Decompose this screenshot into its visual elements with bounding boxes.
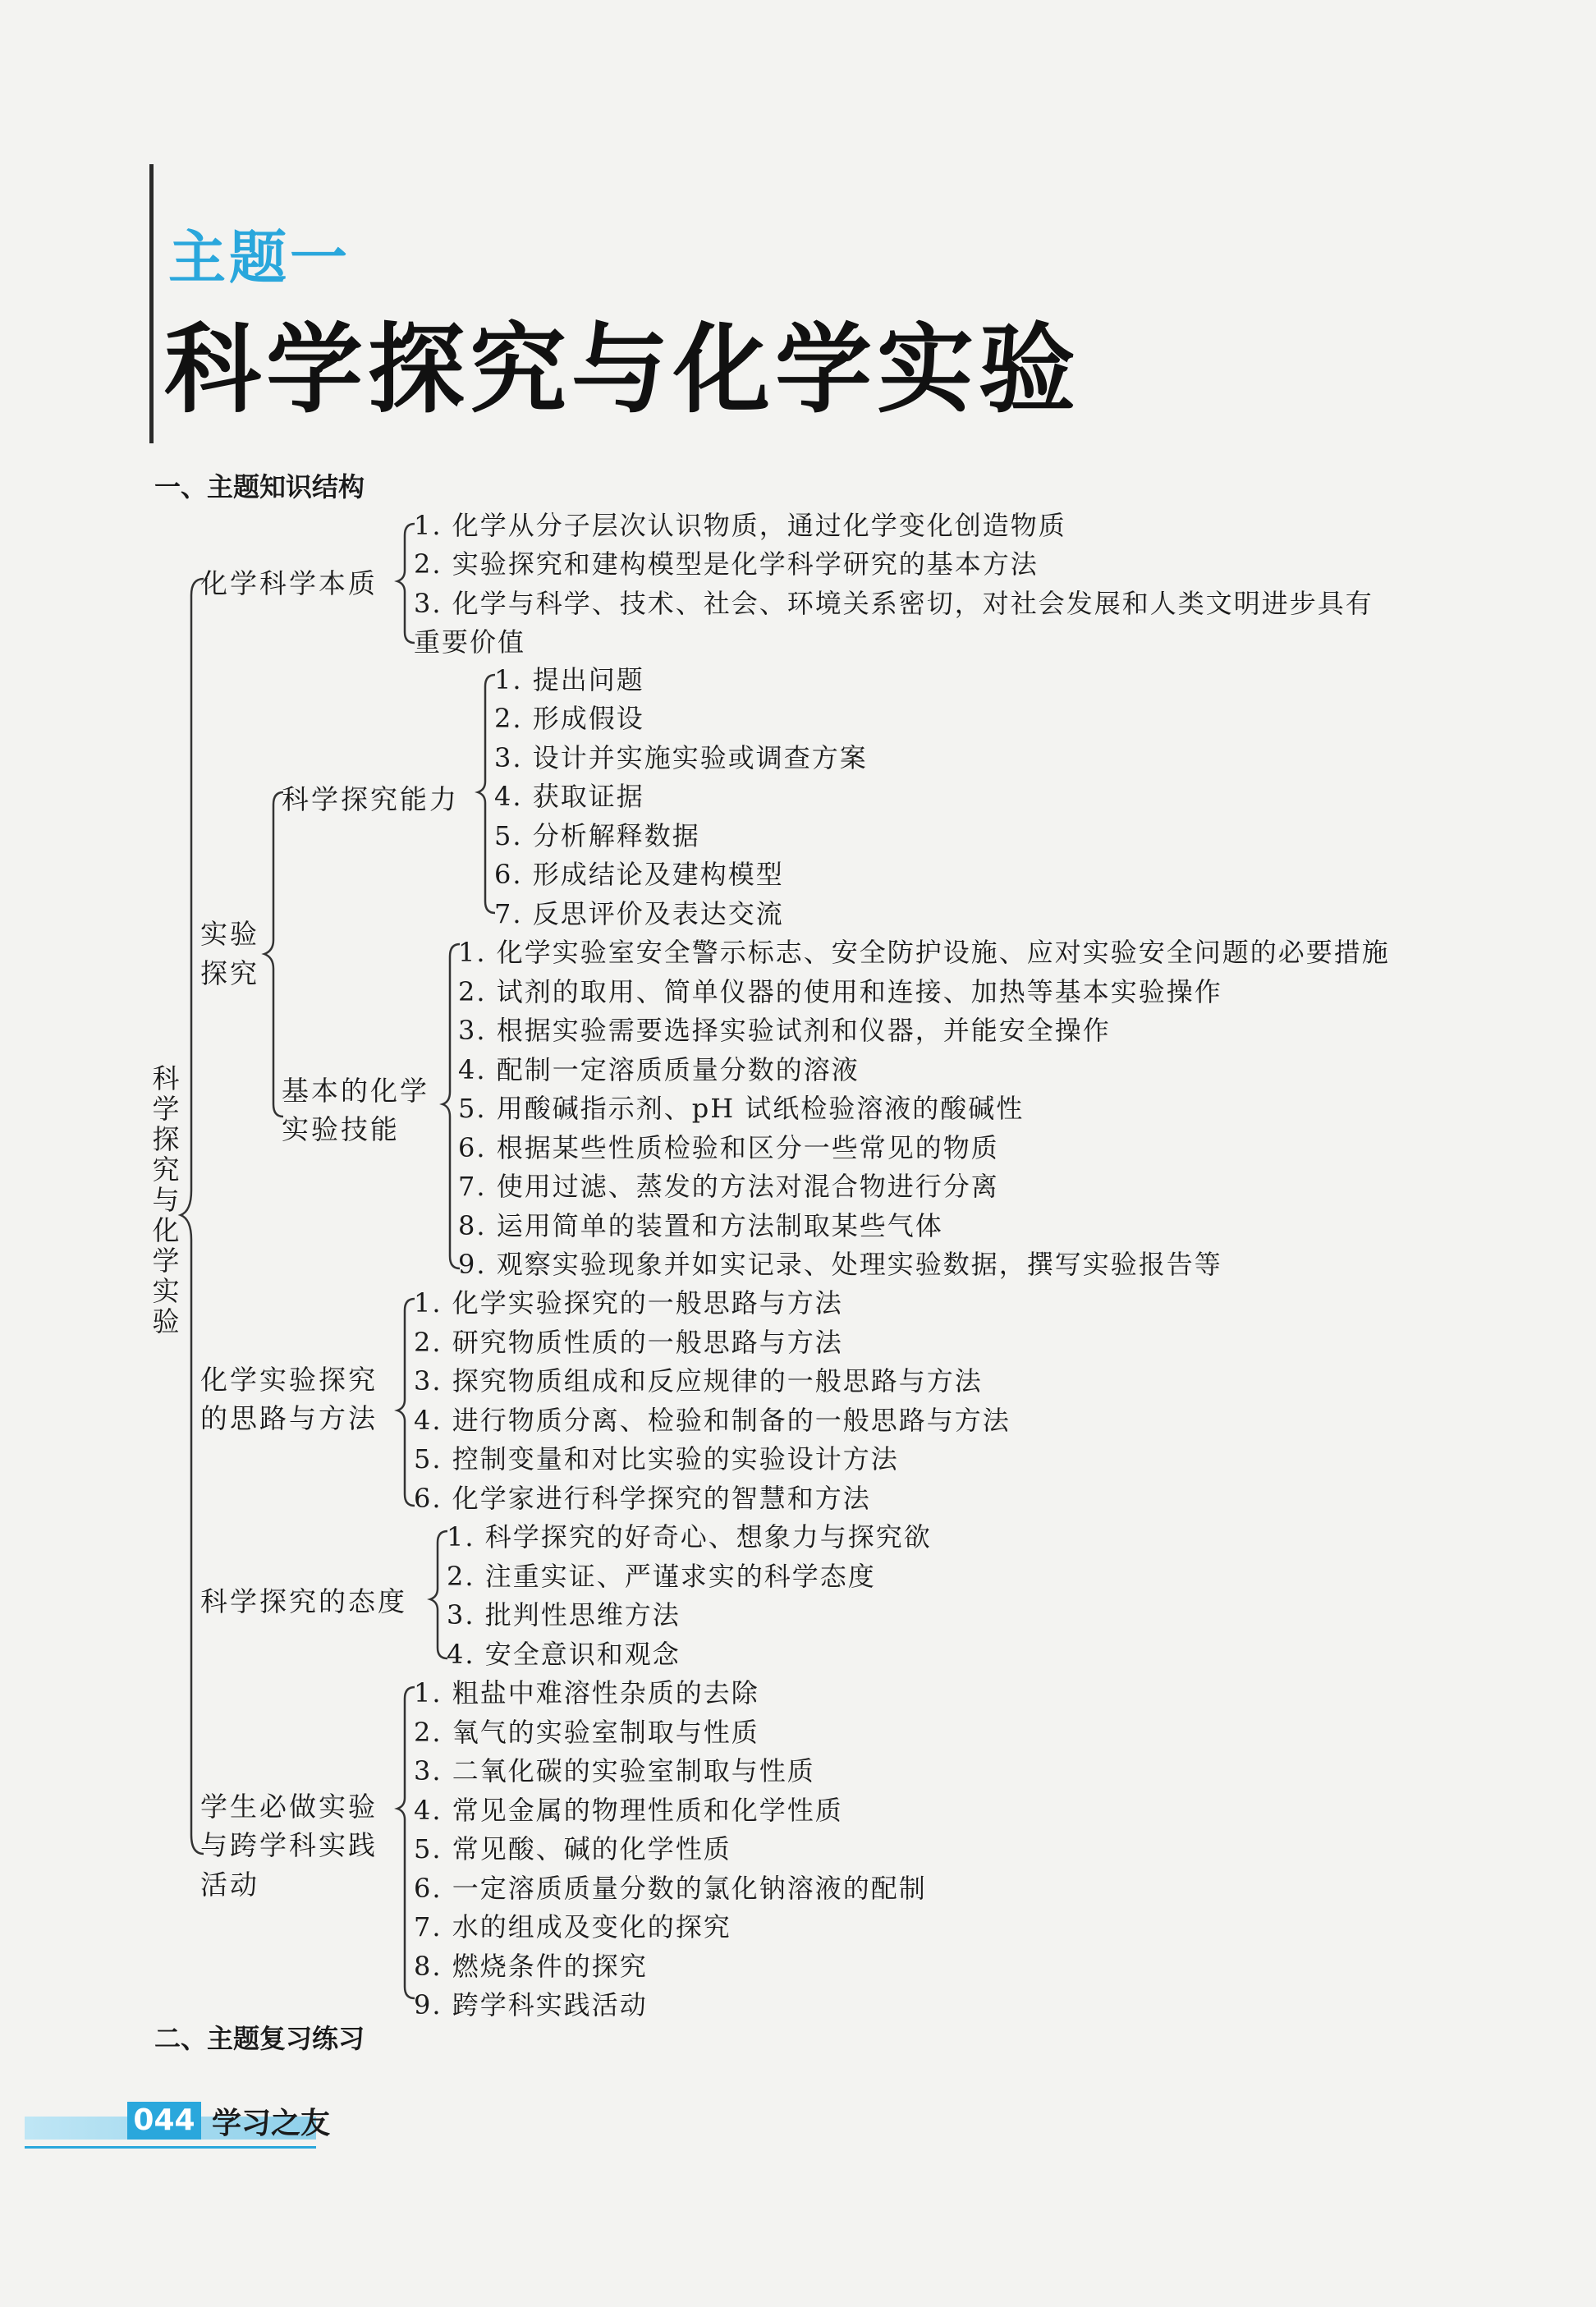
skills-item-5: 5. 用酸碱指示剂、pH 试纸检验溶液的酸碱性 [458, 1093, 1025, 1124]
essence-item-3: 3. 化学与科学、技术、社会、环境关系密切，对社会发展和人类文明进步具有 [414, 588, 1374, 619]
branch-label-required-2: 与跨学科实践 [200, 1829, 378, 1861]
page-title: 科学探究与化学实验 [164, 313, 1081, 426]
sub-branch-label-skills-2: 实验技能 [282, 1113, 400, 1145]
sub-branch-label-skills-1: 基本的化学 [282, 1075, 429, 1107]
skills-item-2: 2. 试剂的取用、简单仪器的使用和连接、加热等基本实验操作 [458, 976, 1222, 1007]
branch-label-methods-2: 的思路与方法 [200, 1402, 378, 1434]
attitude-item-1: 1. 科学探究的好奇心、想象力与探究欲 [447, 1521, 932, 1553]
required-item-2: 2. 氧气的实验室制取与性质 [414, 1717, 759, 1748]
topic-label: 主题一 [168, 224, 351, 291]
methods-item-1: 1. 化学实验探究的一般思路与方法 [414, 1287, 843, 1319]
required-item-8: 8. 燃烧条件的探究 [414, 1951, 648, 1982]
methods-item-4: 4. 进行物质分离、检验和制备的一般思路与方法 [414, 1405, 1011, 1436]
skills-item-1: 1. 化学实验室安全警示标志、安全防护设施、应对实验安全问题的必要措施 [458, 937, 1390, 968]
section-heading-practice: 二、主题复习练习 [154, 2023, 365, 2054]
required-item-3: 3. 二氧化碳的实验室制取与性质 [414, 1755, 815, 1786]
ability-item-4: 4. 获取证据 [494, 781, 644, 812]
branch-label-essence: 化学科学本质 [200, 567, 378, 599]
methods-item-5: 5. 控制变量和对比实验的实验设计方法 [414, 1443, 899, 1475]
branch-label-experiment-2: 探究 [200, 957, 259, 989]
section-heading-structure: 一、主题知识结构 [154, 471, 365, 502]
essence-item-2: 2. 实验探究和建构模型是化学科学研究的基本方法 [414, 548, 1039, 580]
ability-item-3: 3. 设计并实施实验或调查方案 [494, 742, 868, 773]
ability-item-6: 6. 形成结论及建构模型 [494, 859, 784, 890]
essence-item-1: 1. 化学从分子层次认识物质，通过化学变化创造物质 [414, 510, 1066, 541]
sub-branch-label-ability: 科学探究能力 [282, 783, 459, 815]
branch-label-required-1: 学生必做实验 [200, 1791, 378, 1823]
ability-item-5: 5. 分析解释数据 [494, 820, 700, 851]
skills-item-9: 9. 观察实验现象并如实记录、处理实验数据，撰写实验报告等 [458, 1249, 1222, 1280]
attitude-item-3: 3. 批判性思维方法 [447, 1599, 681, 1630]
required-item-1: 1. 粗盐中难溶性杂质的去除 [414, 1677, 759, 1708]
required-item-7: 7. 水的组成及变化的探究 [414, 1911, 732, 1942]
ability-item-1: 1. 提出问题 [494, 664, 644, 695]
skills-item-8: 8. 运用简单的装置和方法制取某些气体 [458, 1210, 943, 1241]
ability-item-7: 7. 反思评价及表达交流 [494, 898, 784, 929]
methods-item-3: 3. 探究物质组成和反应规律的一般思路与方法 [414, 1365, 983, 1397]
ability-item-2: 2. 形成假设 [494, 703, 644, 734]
required-item-5: 5. 常见酸、碱的化学性质 [414, 1833, 732, 1864]
footer-rule [25, 2146, 316, 2149]
branch-label-experiment-1: 实验 [200, 918, 259, 950]
attitude-item-2: 2. 注重实证、严谨求实的科学态度 [447, 1561, 876, 1592]
root-label: 科学探究与化学实验 [152, 1062, 180, 1337]
page-number: 044 [127, 2102, 201, 2140]
skills-item-7: 7. 使用过滤、蒸发的方法对混合物进行分离 [458, 1171, 999, 1202]
book-name: 学习之友 [212, 2107, 331, 2140]
required-item-9: 9. 跨学科实践活动 [414, 1989, 648, 2020]
skills-item-3: 3. 根据实验需要选择实验试剂和仪器，并能安全操作 [458, 1015, 1111, 1046]
skills-item-4: 4. 配制一定溶质质量分数的溶液 [458, 1054, 860, 1085]
branch-label-methods-1: 化学实验探究 [200, 1364, 378, 1396]
skills-item-6: 6. 根据某些性质检验和区分一些常见的物质 [458, 1132, 999, 1163]
branch-label-required-3: 活动 [200, 1869, 259, 1901]
essence-item-3-cont: 重要价值 [414, 626, 526, 658]
methods-item-6: 6. 化学家进行科学探究的智慧和方法 [414, 1483, 871, 1514]
branch-label-attitude: 科学探究的态度 [200, 1585, 407, 1617]
attitude-item-4: 4. 安全意识和观念 [447, 1639, 681, 1670]
required-item-4: 4. 常见金属的物理性质和化学性质 [414, 1795, 843, 1826]
required-item-6: 6. 一定溶质质量分数的氯化钠溶液的配制 [414, 1873, 927, 1904]
methods-item-2: 2. 研究物质性质的一般思路与方法 [414, 1327, 843, 1358]
